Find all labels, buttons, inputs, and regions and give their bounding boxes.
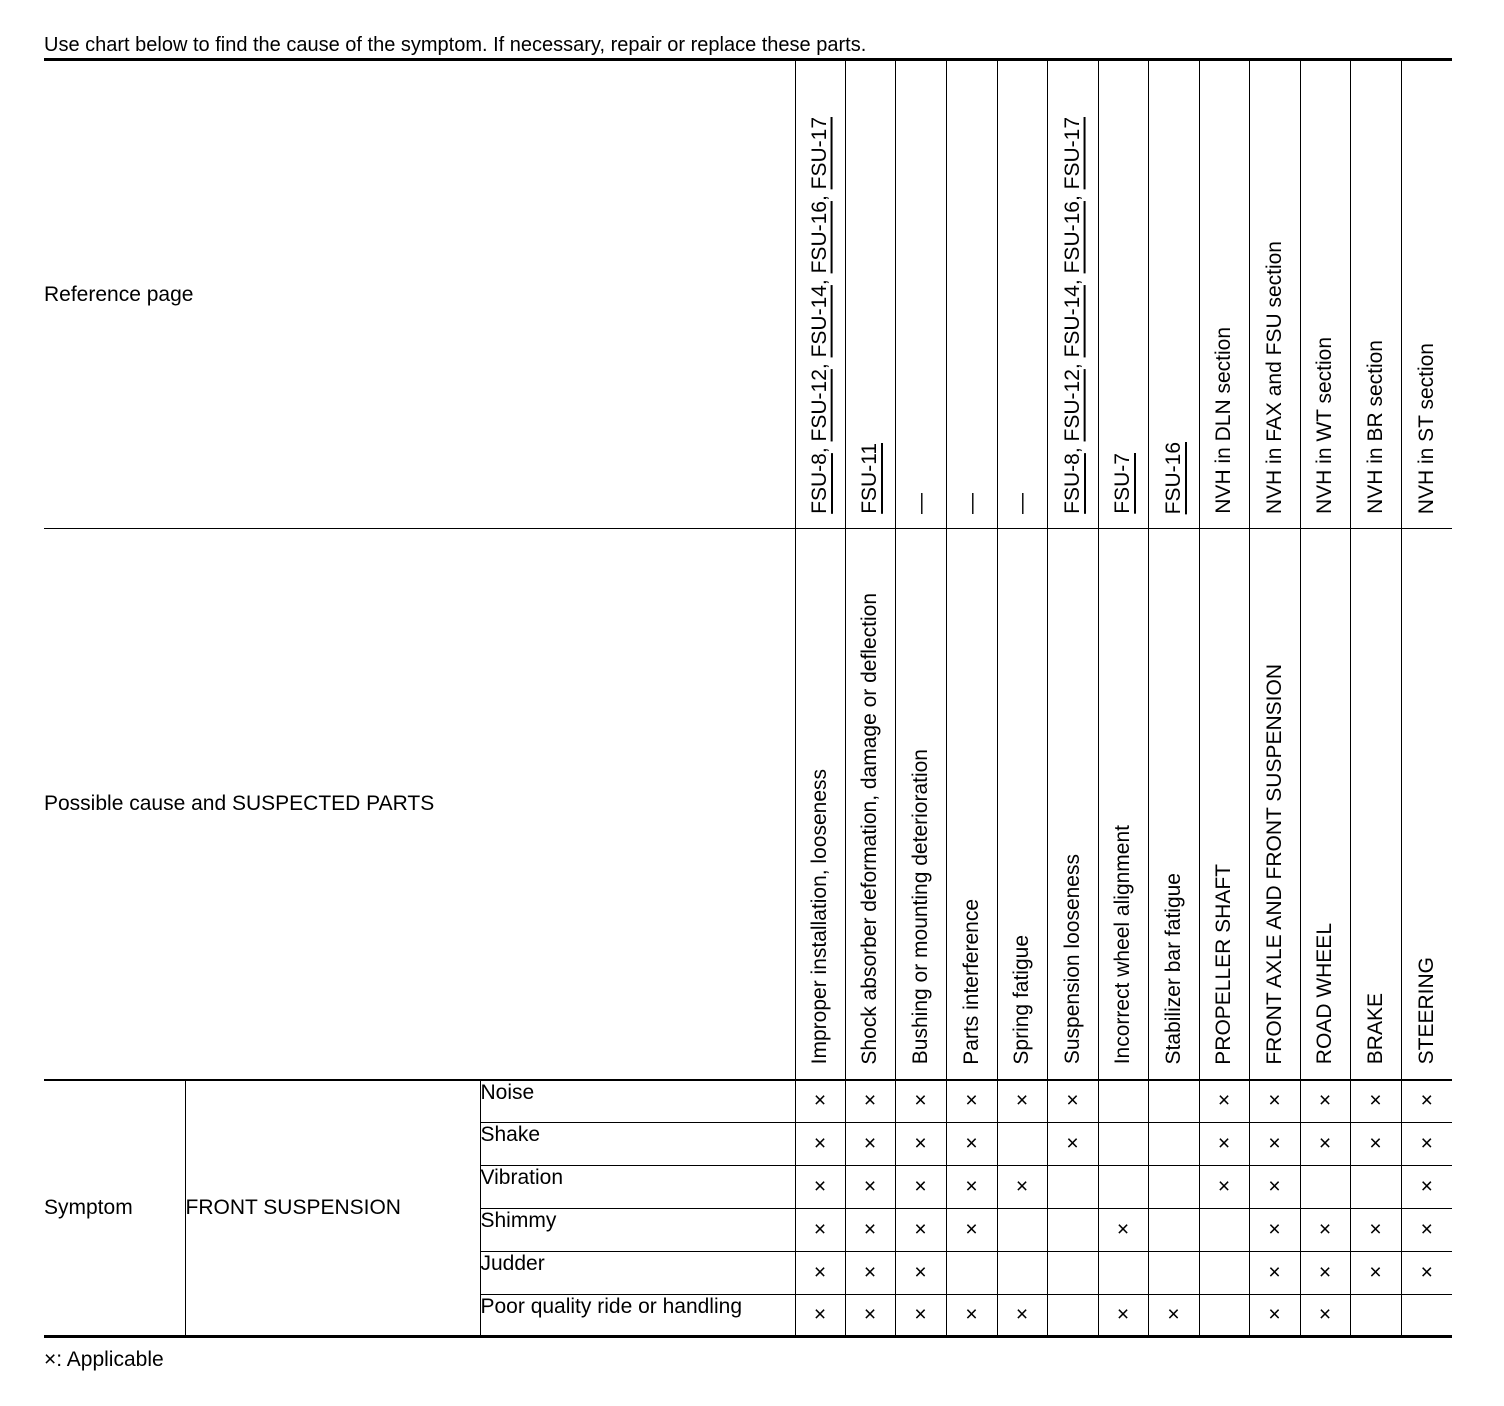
applicable-mark: ×	[1401, 1209, 1452, 1252]
applicable-mark: ×	[845, 1252, 895, 1295]
reference-fragment: NVH in BR section	[1363, 340, 1387, 514]
applicable-mark: ×	[1047, 1080, 1098, 1123]
symptom-row	[44, 1080, 1452, 1123]
reference-fragment: ,	[1060, 189, 1084, 202]
applicable-mark: ×	[895, 1080, 946, 1123]
applicable-mark: ×	[795, 1080, 845, 1123]
reference-fragment: ,	[1060, 357, 1084, 370]
symptom-name: Noise	[480, 1080, 795, 1123]
applicable-mark: ×	[1199, 1080, 1249, 1123]
applicable-mark: ×	[845, 1295, 895, 1337]
reference-cell	[1350, 60, 1401, 529]
reference-page-text	[909, 478, 933, 528]
suspected-part-label: Stabilizer bar fatigue	[1161, 873, 1185, 1065]
reference-page-text	[1212, 312, 1236, 528]
applicable-mark: ×	[1350, 1209, 1401, 1252]
applicable-mark: ×	[1401, 1252, 1452, 1295]
suspected-part-cell	[1098, 529, 1148, 1080]
applicable-mark: ×	[1249, 1252, 1300, 1295]
empty-mark-cell	[1047, 1166, 1098, 1209]
nvh-troubleshooting-chart	[44, 58, 1452, 1338]
applicable-mark: ×	[1350, 1080, 1401, 1123]
applicable-mark: ×	[895, 1209, 946, 1252]
suspected-part-cell	[997, 529, 1047, 1080]
reference-fragment: ,	[1060, 273, 1084, 286]
empty-mark-cell	[1047, 1252, 1098, 1295]
reference-page-text	[1162, 427, 1186, 528]
reference-page-text	[1313, 322, 1337, 528]
suspected-part-cell	[795, 529, 845, 1080]
empty-mark-cell	[1199, 1295, 1249, 1337]
applicable-mark: ×	[1300, 1252, 1350, 1295]
reference-link[interactable]: FSU-17	[808, 117, 831, 190]
applicable-mark: ×	[895, 1166, 946, 1209]
empty-mark-cell	[1148, 1080, 1199, 1123]
empty-mark-cell	[946, 1252, 997, 1295]
applicable-mark: ×	[1300, 1080, 1350, 1123]
reference-page-text	[1364, 325, 1388, 528]
suspected-part-cell	[1249, 529, 1300, 1080]
reference-cell	[1199, 60, 1249, 529]
suspected-part-cell	[895, 529, 946, 1080]
reference-cell	[795, 60, 845, 529]
reference-link[interactable]: FSU-17	[1060, 117, 1084, 190]
symptom-name: Shake	[480, 1123, 795, 1166]
reference-cell	[1148, 60, 1199, 529]
group-label: FRONT SUSPENSION	[185, 1080, 480, 1337]
suspected-part-label: ROAD WHEEL	[1313, 923, 1336, 1065]
applicable-mark: ×	[1249, 1209, 1300, 1252]
applicable-legend: ×: Applicable	[44, 1348, 164, 1371]
applicable-mark: ×	[795, 1166, 845, 1209]
reference-page-text	[808, 102, 832, 528]
suspected-part-label: Shock absorber deformation, damage or deflection	[858, 592, 881, 1065]
reference-fragment: —	[908, 493, 932, 514]
applicable-mark: ×	[795, 1295, 845, 1337]
reference-cell	[1249, 60, 1300, 529]
applicable-mark: ×	[1300, 1295, 1350, 1337]
symptom-name: Judder	[480, 1252, 795, 1295]
applicable-mark: ×	[997, 1166, 1047, 1209]
reference-page-text	[1263, 226, 1287, 528]
reference-cell	[845, 60, 895, 529]
applicable-mark: ×	[946, 1123, 997, 1166]
reference-page-text	[1061, 102, 1085, 528]
applicable-mark: ×	[1249, 1080, 1300, 1123]
applicable-mark: ×	[1249, 1295, 1300, 1337]
applicable-mark: ×	[795, 1209, 845, 1252]
reference-page-text	[960, 478, 984, 528]
applicable-mark: ×	[946, 1209, 997, 1252]
applicable-mark: ×	[1401, 1123, 1452, 1166]
applicable-mark: ×	[795, 1123, 845, 1166]
empty-mark-cell	[1148, 1123, 1199, 1166]
reference-fragment: NVH in FAX and FSU section	[1262, 240, 1286, 514]
suspected-part-cell	[946, 529, 997, 1080]
applicable-mark: ×	[1249, 1166, 1300, 1209]
applicable-mark: ×	[845, 1123, 895, 1166]
reference-page-label: Reference page	[44, 60, 795, 529]
reference-page-text	[1415, 328, 1439, 528]
suspected-part-cell	[1047, 529, 1098, 1080]
intro-text: Use chart below to find the cause of the symptom. If necessary, repair or replace these parts.	[44, 34, 867, 56]
reference-link[interactable]: FSU-12	[808, 369, 831, 442]
reference-fragment: NVH in DLN section	[1212, 327, 1235, 514]
applicable-mark: ×	[895, 1252, 946, 1295]
empty-mark-cell	[997, 1209, 1047, 1252]
suspected-part-label: Parts interference	[959, 898, 983, 1065]
reference-page-text	[1010, 478, 1034, 528]
empty-mark-cell	[1098, 1252, 1148, 1295]
applicable-mark: ×	[1199, 1166, 1249, 1209]
reference-fragment: NVH in ST section	[1414, 342, 1438, 514]
empty-mark-cell	[1350, 1295, 1401, 1337]
empty-mark-cell	[1098, 1123, 1148, 1166]
reference-cell	[895, 60, 946, 529]
applicable-mark: ×	[946, 1295, 997, 1337]
reference-link[interactable]: FSU-16	[1161, 441, 1185, 514]
empty-mark-cell	[997, 1252, 1047, 1295]
applicable-mark: ×	[1098, 1209, 1148, 1252]
applicable-mark: ×	[1199, 1123, 1249, 1166]
suspected-part-label: FRONT AXLE AND FRONT SUSPENSION	[1262, 663, 1286, 1065]
empty-mark-cell	[1199, 1209, 1249, 1252]
reference-fragment: ,	[808, 441, 831, 454]
suspected-part-label: Spring fatigue	[1010, 934, 1033, 1065]
suspected-part-label: STEERING	[1414, 957, 1438, 1065]
applicable-mark: ×	[1401, 1080, 1452, 1123]
reference-cell	[1098, 60, 1148, 529]
symptom-name: Vibration	[480, 1166, 795, 1209]
empty-mark-cell	[1098, 1166, 1148, 1209]
reference-cell	[946, 60, 997, 529]
suspected-parts-row	[44, 529, 1452, 1080]
reference-cell	[1300, 60, 1350, 529]
empty-mark-cell	[1148, 1209, 1199, 1252]
reference-link[interactable]: FSU-7	[1111, 453, 1134, 514]
reference-link[interactable]: FSU-16	[1060, 201, 1084, 274]
applicable-mark: ×	[1098, 1295, 1148, 1337]
symptom-label: Symptom	[44, 1080, 185, 1337]
applicable-mark: ×	[997, 1295, 1047, 1337]
suspected-part-cell	[1401, 529, 1452, 1080]
suspected-part-label: PROPELLER SHAFT	[1212, 863, 1235, 1065]
applicable-mark: ×	[845, 1080, 895, 1123]
empty-mark-cell	[1098, 1080, 1148, 1123]
applicable-mark: ×	[1401, 1166, 1452, 1209]
empty-mark-cell	[1047, 1209, 1098, 1252]
suspected-part-label: Incorrect wheel alignment	[1111, 825, 1134, 1065]
empty-mark-cell	[1148, 1166, 1199, 1209]
symptom-name: Poor quality ride or handling	[480, 1295, 795, 1337]
reference-page-text	[1111, 438, 1135, 528]
applicable-mark: ×	[1300, 1123, 1350, 1166]
reference-fragment: ,	[808, 357, 831, 370]
empty-mark-cell	[1350, 1166, 1401, 1209]
suspected-part-label: Suspension looseness	[1060, 854, 1084, 1065]
applicable-mark: ×	[997, 1080, 1047, 1123]
suspected-part-cell	[1148, 529, 1199, 1080]
reference-page-text	[858, 428, 882, 528]
reference-link[interactable]: FSU-14	[808, 285, 831, 358]
applicable-mark: ×	[1300, 1209, 1350, 1252]
reference-fragment: —	[959, 493, 983, 514]
applicable-mark: ×	[795, 1252, 845, 1295]
empty-mark-cell	[1401, 1295, 1452, 1337]
reference-link[interactable]: FSU-16	[808, 201, 831, 274]
reference-fragment: ,	[808, 189, 831, 202]
reference-fragment: —	[1010, 493, 1033, 514]
reference-fragment: NVH in WT section	[1313, 337, 1336, 514]
applicable-mark: ×	[946, 1080, 997, 1123]
applicable-mark: ×	[895, 1123, 946, 1166]
reference-link[interactable]: FSU-8	[808, 453, 831, 514]
suspected-part-label: BRAKE	[1363, 993, 1387, 1065]
reference-fragment: ,	[1060, 441, 1084, 454]
empty-mark-cell	[1148, 1252, 1199, 1295]
possible-cause-label: Possible cause and SUSPECTED PARTS	[44, 529, 795, 1080]
suspected-part-cell	[1300, 529, 1350, 1080]
applicable-mark: ×	[1350, 1123, 1401, 1166]
reference-link[interactable]: FSU-14	[1060, 285, 1084, 358]
suspected-part-label: Bushing or mounting deterioration	[908, 749, 932, 1065]
empty-mark-cell	[1300, 1166, 1350, 1209]
applicable-mark: ×	[946, 1166, 997, 1209]
reference-cell	[1047, 60, 1098, 529]
empty-mark-cell	[1047, 1295, 1098, 1337]
suspected-part-cell	[1199, 529, 1249, 1080]
empty-mark-cell	[1199, 1252, 1249, 1295]
reference-cell	[997, 60, 1047, 529]
applicable-mark: ×	[845, 1209, 895, 1252]
applicable-mark: ×	[845, 1166, 895, 1209]
applicable-mark: ×	[1249, 1123, 1300, 1166]
symptom-name: Shimmy	[480, 1209, 795, 1252]
applicable-mark: ×	[1148, 1295, 1199, 1337]
reference-fragment: ,	[808, 273, 831, 286]
reference-link[interactable]: FSU-11	[858, 443, 881, 514]
reference-row	[44, 60, 1452, 529]
reference-link[interactable]: FSU-8	[1060, 453, 1084, 514]
applicable-mark: ×	[895, 1295, 946, 1337]
suspected-part-label: Improper installation, looseness	[808, 769, 831, 1065]
applicable-mark: ×	[1047, 1123, 1098, 1166]
reference-link[interactable]: FSU-12	[1060, 369, 1084, 442]
suspected-part-cell	[845, 529, 895, 1080]
reference-cell	[1401, 60, 1452, 529]
empty-mark-cell	[997, 1123, 1047, 1166]
suspected-part-cell	[1350, 529, 1401, 1080]
applicable-mark: ×	[1350, 1252, 1401, 1295]
